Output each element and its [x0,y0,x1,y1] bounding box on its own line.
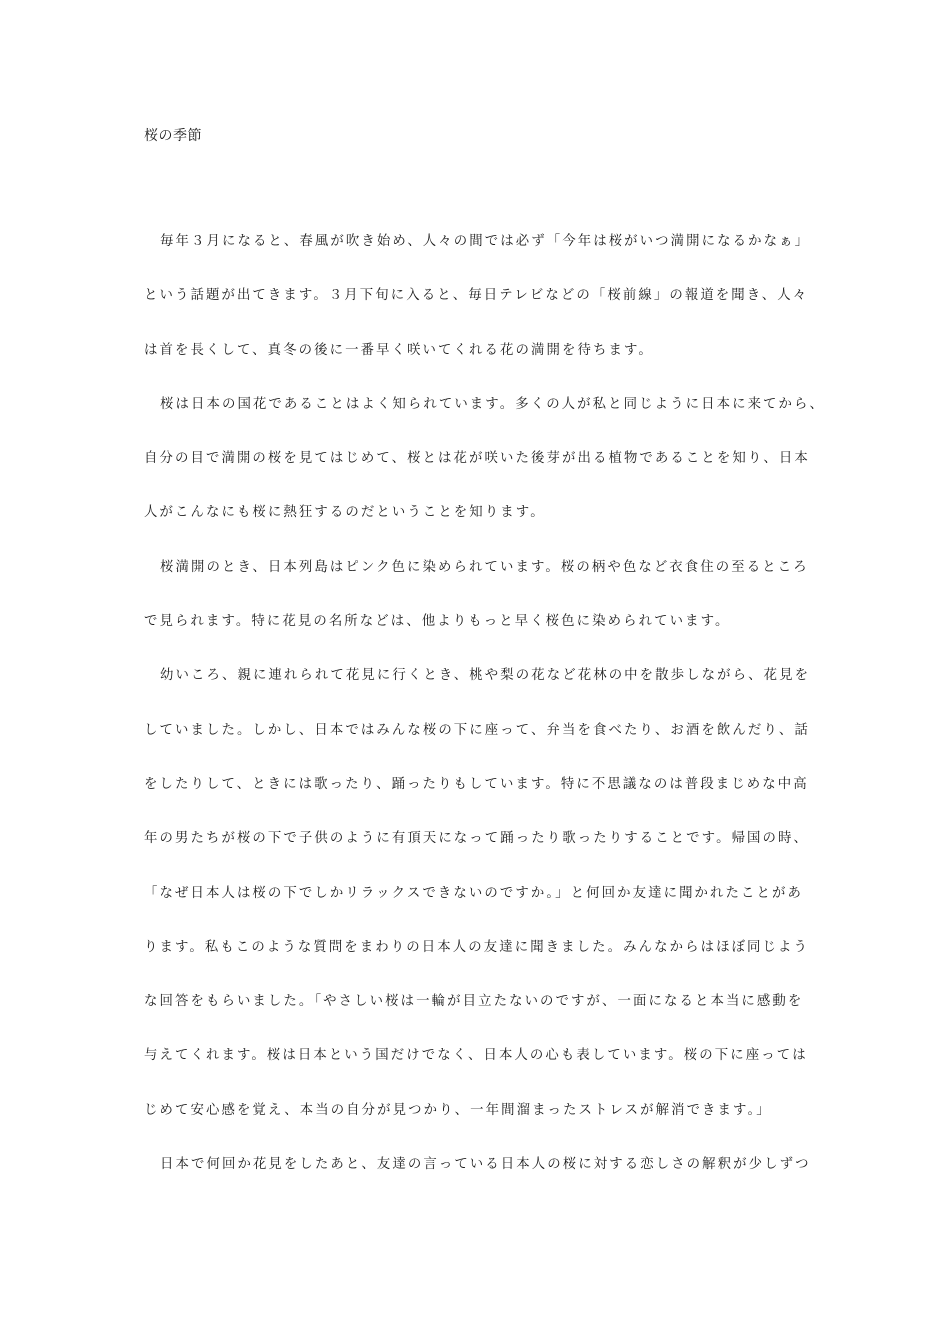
paragraph-line: で見られます。特に花見の名所などは、他よりもっと早く桜色に染められています。 [144,614,731,630]
paragraph-line: は首を長くして、真冬の後に一番早く咲いてくれる花の満開を待ちます。 [144,342,654,358]
paragraph-line: していました。しかし、日本ではみんな桜の下に座って、弁当を食べたり、お酒を飲んだり、話 [144,722,810,738]
document-title: 桜の季節 [144,128,202,144]
paragraph-line: 日本で何回か花見をしたあと、友達の言っている日本人の桜に対する恋しさの解釈が少しずつ [160,1157,811,1173]
paragraph-line: 人がこんなにも桜に熱狂するのだということを知ります。 [144,505,546,521]
paragraph-line: 与えてくれます。桜は日本という国だけでなく、日本人の心も表しています。桜の下に座っては [144,1048,808,1064]
paragraph-line: 桜は日本の国花であることはよく知られています。多くの人が私と同じように日本に来てから、 [160,396,826,412]
paragraph-line: 毎年３月になると、春風が吹き始め、人々の間では必ず「今年は桜がいつ満開になるかなぁ」 [160,234,811,249]
paragraph-line: な回答をもらいました。「やさしい桜は一輪が目立たないのですが、一面になると本当に感動を [144,994,804,1010]
paragraph-line: という話題が出てきます。３月下旬に入ると、毎日テレビなどの「桜前線」の報道を聞き、人々 [144,288,809,304]
paragraph-line: をしたりして、ときには歌ったり、踊ったりもしています。特に不思議なのは普段まじめな中高 [144,776,809,792]
paragraph-line: 自分の目で満開の桜を見てはじめて、桜とは花が咲いた後芽が出る植物であることを知り、日本 [144,451,810,467]
paragraph-line: 「なぜ日本人は桜の下でしかリラックスできないのですか。」と何回か友達に聞かれたことがあ [144,885,803,901]
paragraph-line: 幼いころ、親に連れられて花見に行くとき、桃や梨の花など花林の中を散歩しながら、花見を [160,668,811,684]
document-body [144,232,824,1209]
paragraph-line: 年の男たちが桜の下で子供のように有頂天になって踊ったり歌ったりすることです。帰国の時、 [144,831,810,847]
paragraph-line: 桜満開のとき、日本列島はピンク色に染められています。桜の柄や色など衣食住の至るところ [160,559,809,575]
paragraph-line: ります。私もこのような質問をまわりの日本人の友達に聞きました。みんなからはほぼ同じよう [144,939,810,955]
paragraph-line: じめて安心感を覚え、本当の自分が見つかり、一年間溜まったストレスが解消できます。」 [144,1102,772,1118]
